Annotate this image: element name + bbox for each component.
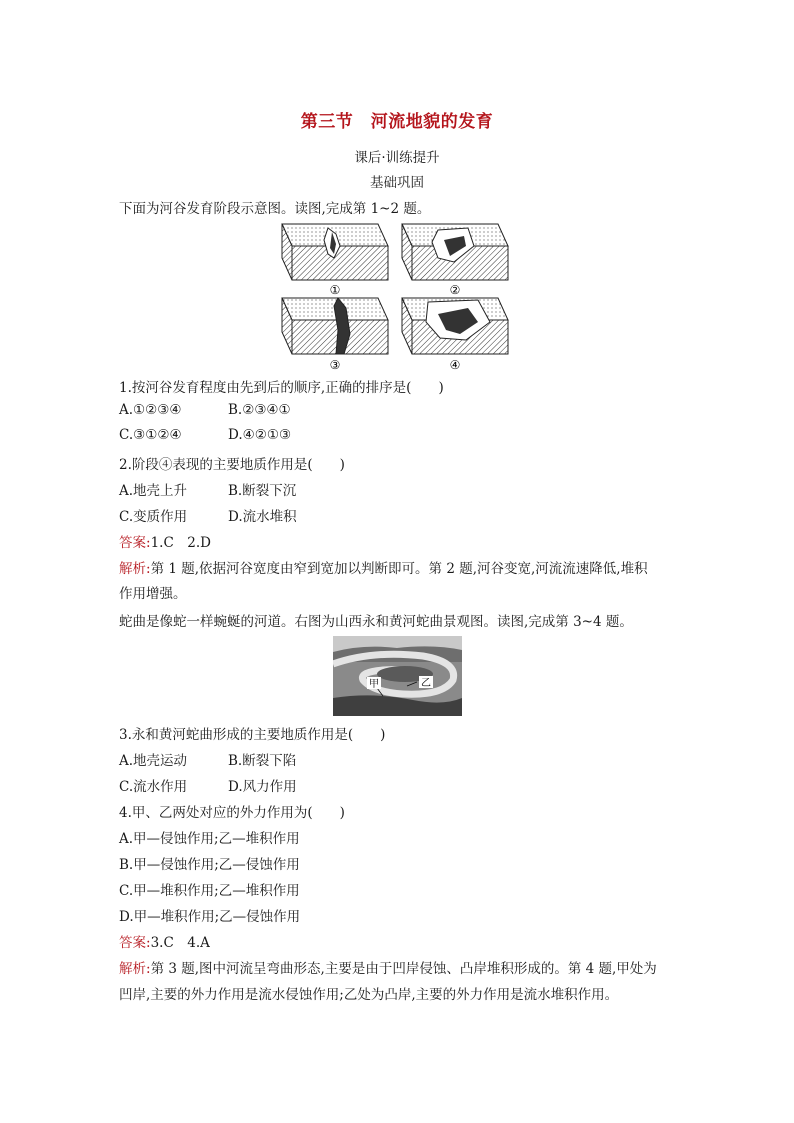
stage-label-2: ② <box>449 283 461 297</box>
q4-option-a: A.甲—侵蚀作用;乙—堆积作用 <box>119 831 300 847</box>
intro-q3-4: 蛇曲是像蛇一样蜿蜒的河道。右图为山西永和黄河蛇曲景观图。读图,完成第 3~4 题。 <box>119 614 633 630</box>
answer-text: 3.C 4.A <box>150 935 210 951</box>
answer-3-4 <box>119 931 210 951</box>
stage-label-3: ③ <box>329 358 341 372</box>
q4-option-b: B.甲—侵蚀作用;乙—侵蚀作用 <box>119 857 300 873</box>
q2-option-c: C.变质作用 <box>119 509 188 525</box>
stage-1-block <box>282 224 388 280</box>
stage-label-1: ① <box>329 283 341 297</box>
q1-option-d: D.④②①③ <box>228 427 292 443</box>
q3-option-a: A.地壳运动 <box>119 753 188 769</box>
intro-q1-2: 下面为河谷发育阶段示意图。读图,完成第 1~2 题。 <box>119 201 431 217</box>
explanation-1-2-line2: 作用增强。 <box>119 586 187 602</box>
explanation-3-4-line1 <box>119 957 657 977</box>
stage-3-block <box>282 298 388 354</box>
q4-stem: 4.甲、乙两处对应的外力作用为( ) <box>119 805 345 821</box>
q2-option-d: D.流水堆积 <box>228 509 297 525</box>
q1-option-a: A.①②③④ <box>119 402 182 418</box>
q1-stem: 1.按河谷发育程度由先到后的顺序,正确的排序是( ) <box>119 380 444 396</box>
explanation-1-2-line1 <box>119 557 648 577</box>
q2-stem: 2.阶段④表现的主要地质作用是( ) <box>119 457 345 473</box>
valley-stage-diagram <box>278 218 518 373</box>
q3-stem: 3.永和黄河蛇曲形成的主要地质作用是( ) <box>119 727 386 743</box>
subtitle: 课后·训练提升 <box>354 150 440 166</box>
q1-option-c: C.③①②④ <box>119 427 182 443</box>
explanation-text: 第 1 题,依据河谷宽度由窄到宽加以判断即可。第 2 题,河谷变宽,河流流速降低,堆积 <box>150 561 648 577</box>
explanation-label: 解析: <box>119 561 151 577</box>
stage-4-block <box>402 298 508 354</box>
photo-label-yi: 乙 <box>421 678 431 689</box>
answer-label: 答案: <box>119 935 151 951</box>
explanation-label: 解析: <box>119 961 151 977</box>
meander-photo <box>333 636 462 716</box>
explanation-text: 第 3 题,图中河流呈弯曲形态,主要是由于凹岸侵蚀、凸岸堆积形成的。第 4 题,甲处为 <box>150 961 657 977</box>
stage-2-block <box>402 224 508 280</box>
q2-option-a: A.地壳上升 <box>119 483 188 499</box>
q3-option-b: B.断裂下陷 <box>228 753 297 769</box>
q2-option-b: B.断裂下沉 <box>228 483 297 499</box>
q4-option-c: C.甲—堆积作用;乙—堆积作用 <box>119 883 300 899</box>
q1-option-b: B.②③④① <box>228 402 291 418</box>
section-heading: 基础巩固 <box>370 175 424 191</box>
answer-label: 答案: <box>119 535 151 551</box>
page-title: 第三节 河流地貌的发育 <box>300 112 494 132</box>
q3-option-d: D.风力作用 <box>228 779 297 795</box>
photo-label-jia: 甲 <box>369 679 379 690</box>
explanation-3-4-line2: 凹岸,主要的外力作用是流水侵蚀作用;乙处为凸岸,主要的外力作用是流水堆积作用。 <box>119 987 619 1003</box>
q3-option-c: C.流水作用 <box>119 779 188 795</box>
q4-option-d: D.甲—堆积作用;乙—侵蚀作用 <box>119 909 301 925</box>
answer-1-2 <box>119 531 211 551</box>
answer-text: 1.C 2.D <box>150 535 211 551</box>
stage-label-4: ④ <box>449 358 461 372</box>
